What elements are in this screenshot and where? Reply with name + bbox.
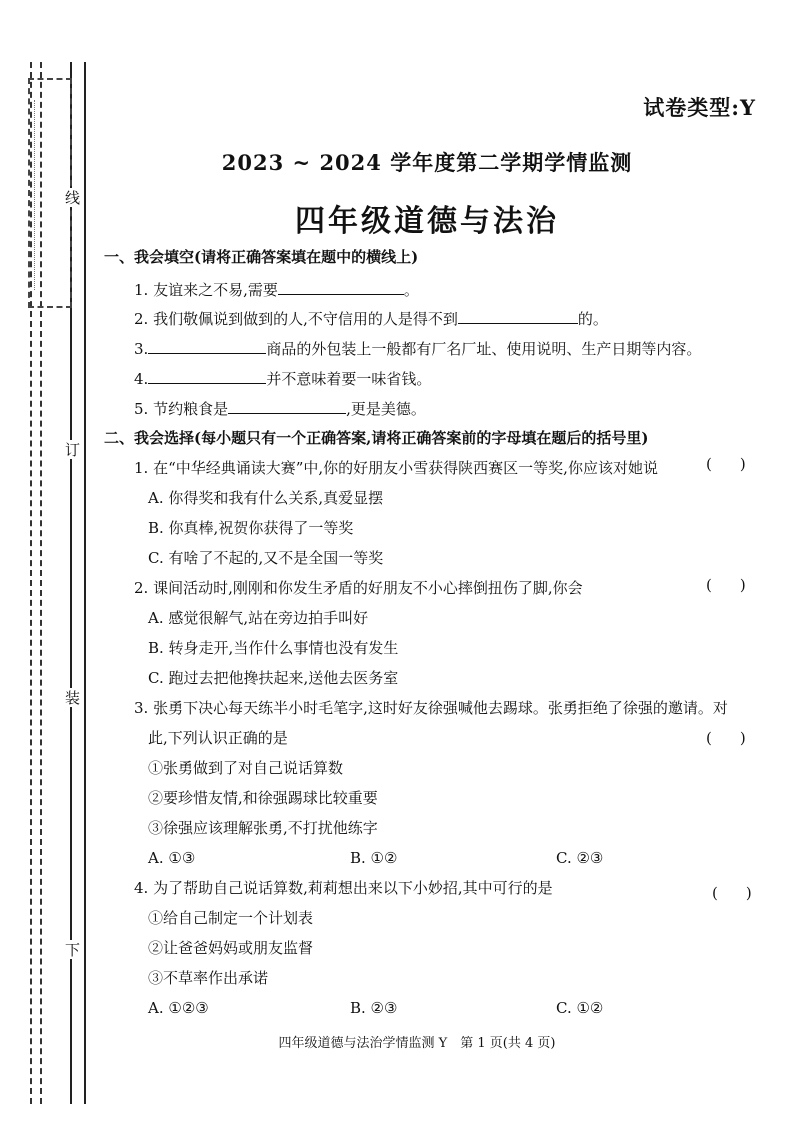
fill-question-3 — [134, 338, 701, 359]
question-text: 3. — [134, 340, 149, 358]
question-text: ,更是美德。 — [346, 400, 426, 418]
binding-char-zhuang: 装 — [63, 690, 81, 705]
question-text: 的。 — [577, 310, 608, 328]
question-text: 商品的外包装上一般都有厂名厂址、使用说明、生产日期等内容。 — [266, 340, 702, 358]
choice-question-1-stem: 1. 在“中华经典诵读大赛”中,你的好朋友小雪获得陕西赛区一等奖,你应该对她说 — [134, 459, 658, 477]
question-text: 1. 友谊来之不易,需要 — [134, 281, 278, 299]
answer-blank[interactable] — [148, 368, 266, 384]
option-c[interactable]: C. ①② — [556, 999, 604, 1017]
answer-blank[interactable] — [228, 398, 346, 414]
option-a[interactable]: A. ①②③ — [148, 999, 209, 1017]
binding-char-xian: 线 — [63, 190, 81, 205]
binding-char-ding: 订 — [63, 442, 81, 457]
statement-3: ③不草率作出承诺 — [148, 969, 269, 987]
choice-question-4-stem: 4. 为了帮助自己说话算数,莉莉想出来以下小妙招,其中可行的是 — [134, 879, 553, 897]
fill-question-4 — [134, 368, 431, 389]
answer-parentheses[interactable]: () — [706, 729, 774, 747]
question-text: 。 — [403, 281, 419, 299]
option-a[interactable]: A. 你得奖和我有什么关系,真爱显摆 — [148, 489, 384, 507]
statement-1: ①给自己制定一个计划表 — [148, 909, 314, 927]
option-c[interactable]: C. 有啥了不起的,又不是全国一等奖 — [148, 549, 384, 567]
statement-1: ①张勇做到了对自己说话算数 — [148, 759, 344, 777]
choice-question-3-stem: 3. 张勇下决心每天练半小时毛笔字,这时好友徐强喊他去踢球。张勇拒绝了徐强的邀请。对 — [134, 699, 728, 717]
page-footer: 四年级道德与法治学情监测 Y 第 1 页(共 4 页) — [278, 1036, 556, 1051]
answer-blank[interactable] — [148, 338, 266, 354]
question-text: 并不意味着要一味省钱。 — [266, 370, 432, 388]
statement-2: ②让爸爸妈妈或朋友监督 — [148, 939, 314, 957]
question-text: 4. — [134, 370, 149, 388]
binding-char-xia: 下 — [63, 942, 81, 957]
option-a[interactable]: A. ①③ — [148, 849, 196, 867]
option-b[interactable]: B. ①② — [350, 849, 398, 867]
paper-type: 试卷类型:Y — [643, 95, 756, 120]
option-c[interactable]: C. ②③ — [556, 849, 604, 867]
option-a[interactable]: A. 感觉很解气,站在旁边拍手叫好 — [148, 609, 369, 627]
subject-title: 四年级道德与法治 — [295, 204, 559, 239]
statement-3: ③徐强应该理解张勇,不打扰他练字 — [148, 819, 378, 837]
question-text: 2. 我们敬佩说到做到的人,不守信用的人是得不到 — [134, 310, 458, 328]
answer-blank[interactable] — [458, 308, 578, 324]
statement-2: ②要珍惜友情,和徐强踢球比较重要 — [148, 789, 378, 807]
option-c[interactable]: C. 跑过去把他搀扶起来,送他去医务室 — [148, 669, 399, 687]
option-b[interactable]: B. 转身走开,当作什么事情也没有发生 — [148, 639, 399, 657]
question-text: 5. 节约粮食是 — [134, 400, 229, 418]
fill-question-2 — [134, 308, 608, 329]
student-info-box-inner — [34, 100, 41, 290]
option-b[interactable]: B. ②③ — [350, 999, 398, 1017]
answer-parentheses[interactable]: () — [706, 455, 774, 473]
answer-parentheses[interactable]: () — [706, 576, 774, 594]
exam-title: 2023 ~ 2024 学年度第二学期学情监测 — [221, 150, 633, 175]
fill-question-5 — [134, 398, 426, 419]
section2-heading: 二、我会选择(每小题只有一个正确答案,请将正确答案前的字母填在题后的括号里) — [104, 429, 649, 447]
answer-blank[interactable] — [278, 279, 404, 295]
option-b[interactable]: B. 你真棒,祝贺你获得了一等奖 — [148, 519, 354, 537]
answer-parentheses[interactable]: () — [712, 884, 780, 902]
section1-heading: 一、我会填空(请将正确答案填在题中的横线上) — [104, 248, 419, 266]
choice-question-2-stem: 2. 课间活动时,刚刚和你发生矛盾的好朋友不小心摔倒扭伤了脚,你会 — [134, 579, 583, 597]
choice-question-3-stem-cont: 此,下列认识正确的是 — [148, 729, 288, 747]
fill-question-1 — [134, 279, 419, 300]
